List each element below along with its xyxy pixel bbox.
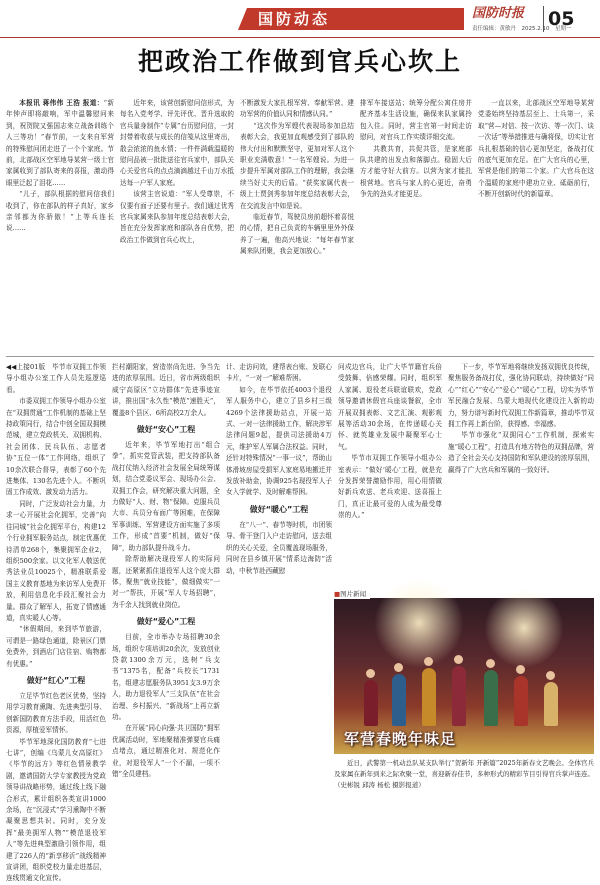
article-paragraph: 市委双拥工作领导小组办公室在“双拥贯通”工作机制的基础上坚持政策同行，结合中创全国双拥模范城，建立党政机关、双拥机构、社会团体、民兵队伍、志愿者协“五位一体”工作网络，组织了10余次联合督导，表彰了60个先进集体、130名先进个人。不断巩固工作成效、激发动力活力。 (6, 397, 106, 497)
performer-head (546, 671, 555, 680)
performer-head (516, 665, 525, 674)
article-paragraph: 共教共育，共促共管，是家庭部队共建的出发点和落脚点。稳固大后方才能守好大前方。以营为家才能扎根营地。官兵与家人的心更近，奋勇争先的劲头才能更足。 (360, 144, 472, 199)
upper-article-column-4 (360, 98, 472, 352)
performer-head (454, 655, 463, 664)
article-paragraph: 除帮助解决现役军人的实际问题，还紧紧抓住退役军人这个庞大群体，聚焦“就业技能”，做细做实“一对一”帮扶，开展“军人专场招聘”，为千余人找到就业岗位。 (112, 555, 220, 609)
article-paragraph: 毕节军地深化国防教育“七进七讲”，创编《乌蒙儿女高原红》《毕节的远方》等红色情景教学剧，邀请国防大学专家教授为党政领导讲战略形势，通过线上线下融合形式，累计组织各类宣讲1000余场，在“沉浸式”学习熏陶中不断凝聚思想共识。同时，充分发挥“最美拥军人物”“模范退役军人”等先进典型激励引领作用，组建了226人的“新享移沂”战线精神宣讲团，组织党校力量走进基层，连线贯通文化宣传。 (6, 737, 106, 883)
article-paragraph: 毕节市强化“双拥同心”工作机制，探索实施“暖心工程”，打造具有地方特色的双拥品牌，营造了全社会关心支持国防和军队建设的浓厚氛围，赢得了广大官兵和军属的一致好评。 (448, 431, 594, 474)
continuation-lead: ◀◀上接01版 毕节市双拥工作领导小组办公室工作人员先巡逻巡看。 (6, 363, 106, 394)
lower-article-column-3 (226, 362, 332, 594)
article-paragraph: 排军车接送站；统筹分配公寓住房并配齐基本生活设施，确保来队家属拎包入住。同时，营主官第一时间走访慰问，对官兵工作实绩详细交流。 (360, 99, 472, 142)
article-paragraph: “儿子，部队根据的慰问信我们收到了，你在部队的样子真好，家乡亲邻都为你骄傲！”上等兵连长说…… (6, 190, 114, 233)
article-paragraph: 下一步，毕节军地将继续发扬双拥优良传统，聚焦服务备战打仗，强化协同联动，持续做好“同心”“红心”“安心”“爱心”“暖心”工程，切实为毕节军民融合发展、乌蒙大地现代化建设注入新的动力，努力谱写新时代双拥工作新篇章，推动毕节双拥工作再上新台阶，获得感、幸福感。 (448, 363, 594, 429)
lower-article-column-4 (338, 362, 442, 594)
main-headline: 把政治工作做到官兵心坎上 (137, 47, 462, 76)
article-paragraph: 在“八一”、春节等时机，市团领导、骨干登门入户走访慰问，送去组织的关心关爱，全员覆盖现场服务，同时在县乡镇开展“情系边海防”活动，中秋节赴西藏慰 (226, 520, 332, 575)
page-number: 05 (548, 8, 575, 30)
article-paragraph: 问戍边官兵，让广大毕节籍官兵倍受鼓舞、倍感荣耀。同时，组织军人家属、退役老兵联谊联欢，党政领导邀请休假官兵座谈餐叙，全市开展双拥表彰、文艺汇演、观影观展等活动30余场，在传递暖心关怀、就英雄业发展中凝聚军心士气。 (338, 363, 442, 451)
performer-head (366, 669, 375, 678)
article-paragraph: 立足毕节红色老区优势，坚持用学习教育熏陶、先进典型引导、创新国防教育方法手段，用活红色资源，厚植爱军情怀。 (6, 691, 106, 735)
article-paragraph: 毕节市双拥工作领导小组办公室表示：“做好‘暖心’工程，就是充分发挥荣誉激励作用，用心用情做好新兵欢送、老兵欢迎、送喜报上门，真正让最可爱的人成为最受尊崇的人。” (338, 454, 442, 520)
newspaper-logo: 国防时报 (472, 6, 525, 21)
performer-figure (544, 682, 558, 726)
upper-article-column-1 (6, 98, 114, 352)
performer-figure (484, 670, 498, 726)
photo-overlay-title: 军营春晚年味足 (344, 730, 457, 748)
stage-light (374, 578, 464, 668)
article-paragraph: 一直以来，北部战区空军地导某营党委始终坚持基层至上、士兵第一，采取“营—对信、按一次访、等一次门、谈一次话”等举措推进与确将保，切实让官兵扎根基础的信心更加坚定，备战打仗的底气更加充足。在广大官兵的心里，军营是他们的第二个家。广大官兵在这个温暖的家庭中建功立业、砥砺前行，不断开创新时代的新篇章。 (478, 99, 594, 199)
article-paragraph: “这次作为军嫂代表现场参加总结表彰大会，我更加直观感受到了部队的伟大付出和默默坚守，更加对军人这个职业充满敬意！”一名军嫂说。为进一步提升军属对部队工作的理解，我会继续当好丈夫的后盾。“获奖家属代表一级上士贾剑秀参加年度总结表彰大会，在交流发言中如是说。 (240, 121, 354, 210)
lower-article-column-2 (112, 362, 220, 824)
lower-article-column-1 (6, 362, 106, 883)
upper-article-column-3 (240, 98, 354, 352)
section-title: 国防动态 (258, 10, 331, 28)
byline: 本报讯 蒋伟伟 王浩 报道： (19, 99, 104, 107)
masthead-rule (0, 37, 600, 38)
performer-figure (392, 674, 406, 726)
lower-article-column-5 (448, 362, 594, 594)
performer-head (394, 663, 403, 672)
photo-news-label: ■ 图片新闻 (334, 590, 370, 599)
news-photo (334, 598, 594, 754)
article-lead (6, 98, 114, 189)
article-paragraph: 不断激发大家扎根军营、奉献军营、建功军营的价值认同和情感认同。” (240, 99, 354, 119)
subhead-warm-heart: 做好“暖心”工程 (249, 504, 309, 514)
performer-figure (364, 680, 378, 726)
masthead (0, 0, 600, 38)
article-text: “新年钟声即将敲响，军中温馨慰问来到，祝贺院又强国志来立战备训练个人三等功！”春节前，一支来自军营的特殊慰问团走进了一个个家庭。节前，北部战区空军地导某营一级士官家属收到了部队寄来的喜报，激动得眼里泛起了泪花…… (6, 99, 114, 187)
article-paragraph: 同时，广泛发动社会力量，力求一心开展社会化拥军，完善“向往同城”社会化拥军平台，构建12个行业拥军服务站点，制定优惠优待清单268个，集聚拥军企业2，组织500余家。以文化军人敬送优秀法业员10025个，精准联系爱国主义教育基地为来访军人免费开放，利用信息化手段汇聚社会力量。群众了解军人，拓宽了情感通道，真实暖人心等。 (6, 499, 106, 622)
article-divider (6, 356, 594, 357)
article-paragraph: 近年来，该营创新慰问信形式，为每名入党考学、评先评优、晋升选取的官兵量身制作“专属”台历慰问信，一封封带着收获与成长的信笺从这里寄出，散会浓浓的鱼水情；一件件满载温暖的慰问品被一批批送往官兵家中，部队关心关爱官兵的点点滴滴越过千山万水抵达每一户军人家庭。 (120, 99, 234, 187)
subhead-caring-heart: 做好“爱心”工程 (136, 617, 196, 627)
performer-figure (422, 668, 436, 726)
stage-light (484, 588, 564, 668)
photo-caption-text: 近日，武警第一机动总队某支队举行“贺新年 开新篇”2025年新春文艺晚会。全体官兵及家属在新年到来之际欢聚一堂，喜迎新春佳节，多种形式的精彩节目引得官兵掌声连连。（史彬锐 邱涛 杨松 摄影报道） (334, 759, 594, 789)
article-paragraph: “休假期间，来到毕节旅游，可谓是一路绿色通道，除景区门票免费外，到酒店门店住宿、购物都有优惠。” (6, 625, 106, 668)
performer-figure (514, 676, 528, 726)
performer-head (424, 657, 433, 666)
article-paragraph: 拦村潮阳家，营造崇尚先进、争当先进的浓厚氛围。近日，省市两级组织威宁高原区“立功群体”先进事迹宣讲，推出国“永久性”模范“速胜天”，覆盖8个县区、6所高校2万余人。 (112, 363, 220, 417)
performer-head (486, 659, 495, 668)
subhead-peace-of-mind: 做好“安心”工程 (136, 425, 196, 435)
edition-info: 责任编辑：黄敏丹 2025.2.10 星期一 (472, 26, 572, 32)
subhead-red-heart: 做好“红心”工程 (26, 675, 86, 685)
upper-article-column-5 (478, 98, 594, 352)
article-paragraph: 临近春节，驾驶员房前超怀着喜悦的心情，把自己负责的车辆里里外外保养了一遍，他高兴地说：“每年春节家属来队团聚，我会更加放心。” (240, 213, 354, 256)
photo-caption (334, 758, 594, 791)
article-paragraph: 近年来，毕节军地打出“组合拳”，抓实党管武装，把支持部队备战打仗纳入经济社会发展全局统筹谋划，结合党委议军会、现场办公会、双拥工作会，研究解决重大问题，全力做好“人、财、物”保障。克服兵员大市、兵员分布面广等困难，在保障军事训练、军营建设方面实施了多项工作，形成“首要”机制，做好“保障”，助力部队提升战斗力。 (112, 441, 220, 552)
upper-article-column-2 (120, 98, 234, 352)
article-paragraph: 如今，在毕节依托4003个退役军人服务中心，建立了县乡村三级4269个法律援助站点，开展一站式、一对一法律援助工作，解决涉军法律问题9起，提供司法援助4万元，维护军人军属合法权益。同时，还针对特殊情况“一事一议”，帮助山体滑坡房屋受损军人家庭易地搬迁并发放补助金，协调925名现役军人子女入学就学、及时解难帮困。 (226, 385, 332, 497)
article-paragraph: 计、走访问效，建帮表台账、发联心卡片，“一对一”解难帮困。 (226, 363, 332, 383)
performer-figure (452, 666, 466, 726)
article-paragraph: 该营主官说道：“军人受尊崇，不仅要有面子还要有里子。我们通过优秀官兵家属来队参加年度总结表彰大会，旨在充分发挥家庭和部队各自优势，把政治工作做到官兵心坎上， (120, 190, 234, 244)
article-paragraph: 目前，全市举办专场招聘30余场，组织专项培训20余次，发放创业贷款1300余万元，选树“兵支书”1375名，配备“兵校长”1731名，组建志愿服务队3951支3.9万余人，助力退役军人“三支队伍”在社会治理、乡村振兴、“新战场”上再立新功。 (112, 633, 220, 721)
article-paragraph: 在开展“同心向强·共卫国防”拥军优属活动时，军地聚精准弹要官兵痛点堵点，通过精准化对、规范化作业，对退役军人“一个不漏，一项不错”全员建档。 (112, 724, 220, 778)
